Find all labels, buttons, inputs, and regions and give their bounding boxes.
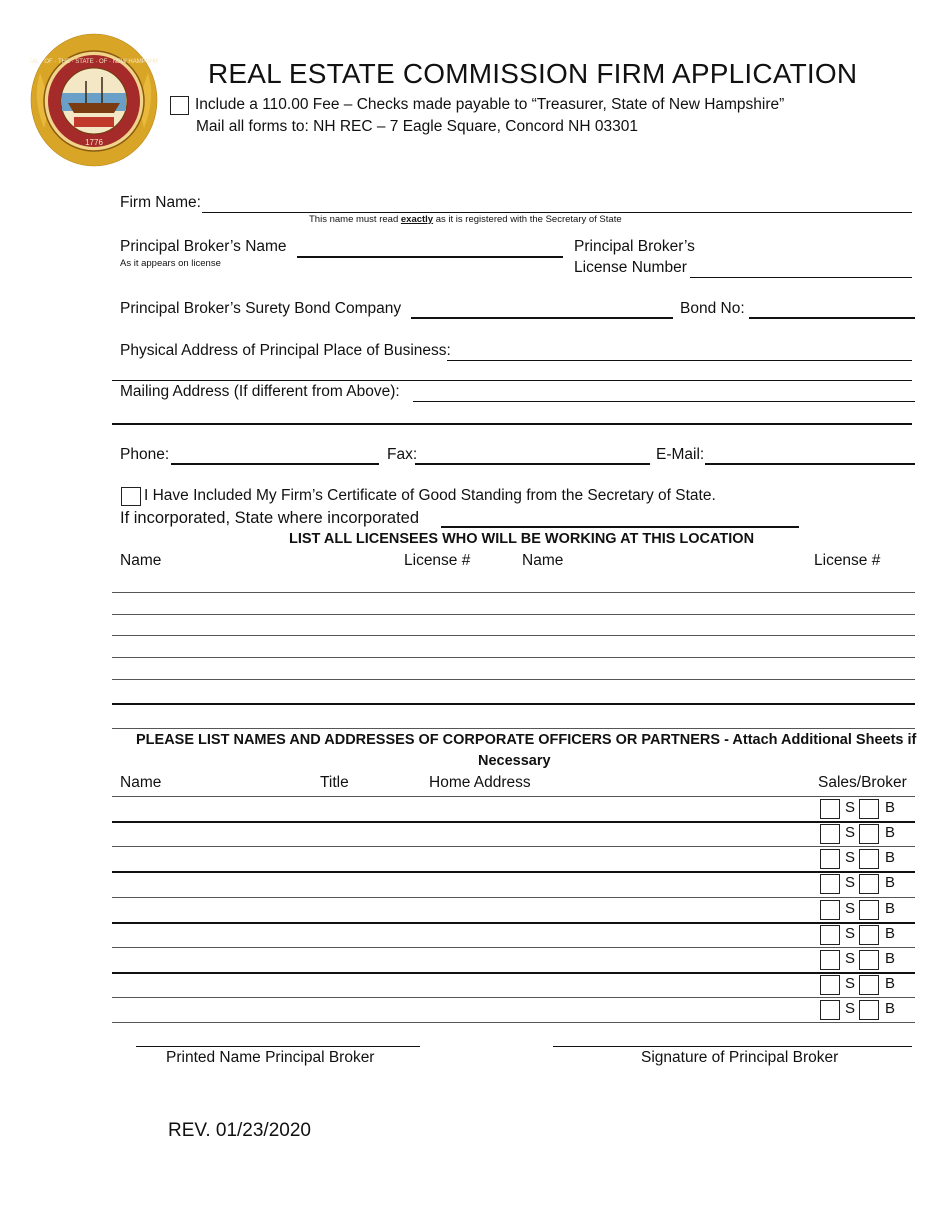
broker-checkbox[interactable] (859, 1000, 879, 1020)
signature-label: Signature of Principal Broker (641, 1049, 839, 1066)
broker-checkbox[interactable] (859, 925, 879, 945)
bond-field[interactable] (749, 317, 915, 319)
section-divider (112, 728, 915, 729)
phone-label: Phone: (120, 446, 170, 463)
sales-broker-choice (818, 873, 914, 895)
seal-text: SEAL · OF · THE · STATE · OF · NEW HAMPSHIRE (30, 59, 158, 65)
sales-checkbox[interactable] (820, 1000, 840, 1020)
firm-name-note-pre: This name must read (309, 214, 401, 225)
signature-field[interactable] (553, 1046, 912, 1047)
officers-col-address: Home Address (429, 774, 531, 791)
good-standing-checkbox[interactable] (121, 487, 141, 506)
officer-row[interactable] (112, 1022, 915, 1023)
physical-address-label: Physical Address of Principal Place of Business: (120, 342, 451, 359)
sales-broker-choice (818, 899, 914, 921)
broker-checkbox[interactable] (859, 849, 879, 869)
sales-label: S (845, 975, 856, 992)
physical-address-field-2[interactable] (112, 380, 912, 381)
broker-name-label: Principal Broker’s Name (120, 238, 287, 255)
sales-checkbox[interactable] (820, 900, 840, 920)
sales-broker-choice (818, 924, 914, 946)
licensee-row[interactable] (112, 592, 915, 593)
sales-checkbox[interactable] (820, 824, 840, 844)
fee-line: Include a 110.00 Fee – Checks made payable to “Treasurer, State of New Hampshire” (195, 96, 785, 113)
printed-name-label: Printed Name Principal Broker (166, 1049, 375, 1066)
incorporated-label: If incorporated, State where incorporated (120, 509, 420, 527)
state-seal (30, 33, 158, 167)
officer-row[interactable] (112, 846, 915, 847)
broker-checkbox[interactable] (859, 824, 879, 844)
licensees-col-name-2: Name (522, 552, 564, 569)
mail-line: Mail all forms to: NH REC – 7 Eagle Square, Concord NH 03301 (196, 118, 638, 135)
officer-row[interactable] (112, 997, 915, 998)
sales-label: S (845, 874, 856, 891)
email-label: E-Mail: (656, 446, 705, 463)
revision-date: REV. 01/23/2020 (168, 1120, 311, 1141)
licensees-heading: LIST ALL LICENSEES WHO WILL BE WORKING AT THIS LOCATION (289, 531, 755, 547)
sales-checkbox[interactable] (820, 874, 840, 894)
firm-name-note (309, 214, 622, 225)
mailing-address-field-2[interactable] (112, 423, 912, 425)
sales-checkbox[interactable] (820, 975, 840, 995)
surety-field[interactable] (411, 317, 673, 319)
licensee-row[interactable] (112, 679, 915, 680)
bond-label: Bond No: (680, 300, 745, 317)
officers-col-name: Name (120, 774, 162, 791)
licensees-col-license-1: License # (404, 552, 471, 569)
sales-label: S (845, 824, 856, 841)
officer-row[interactable] (112, 972, 915, 974)
sales-checkbox[interactable] (820, 950, 840, 970)
good-standing-label: I Have Included My Firm’s Certificate of Good Standing from the Secretary of State. (144, 487, 716, 504)
officer-row[interactable] (112, 897, 915, 898)
firm-name-note-emphasis: exactly (400, 214, 434, 225)
officers-col-title: Title (320, 774, 349, 791)
officers-heading-1: PLEASE LIST NAMES AND ADDRESSES OF CORPORATE OFFICERS OR PARTNERS - Attach Additional Sheets if (136, 732, 917, 748)
printed-name-field[interactable] (136, 1046, 420, 1047)
broker-license-label-1: Principal Broker’s (574, 238, 695, 255)
sales-checkbox[interactable] (820, 925, 840, 945)
broker-name-sublabel: As it appears on license (120, 258, 221, 269)
sales-label: S (845, 799, 856, 816)
officer-row[interactable] (112, 947, 915, 948)
email-field[interactable] (705, 463, 915, 465)
broker-label: B (885, 1000, 896, 1017)
licensee-row[interactable] (112, 614, 915, 615)
broker-label: B (885, 950, 896, 967)
fax-field[interactable] (415, 463, 650, 465)
licensee-row[interactable] (112, 703, 915, 705)
page-title: REAL ESTATE COMMISSION FIRM APPLICATION (208, 58, 858, 89)
sales-checkbox[interactable] (820, 799, 840, 819)
physical-address-field[interactable] (447, 360, 912, 361)
officer-row[interactable] (112, 796, 915, 797)
broker-label: B (885, 824, 896, 841)
officer-row[interactable] (112, 871, 915, 873)
firm-name-label: Firm Name: (120, 194, 201, 211)
broker-checkbox[interactable] (859, 874, 879, 894)
incorporated-field[interactable] (441, 526, 799, 528)
firm-name-note-post: as it is registered with the Secretary of State (433, 214, 622, 225)
broker-checkbox[interactable] (859, 950, 879, 970)
sales-label: S (845, 1000, 856, 1017)
broker-license-label-2: License Number (574, 259, 687, 276)
broker-checkbox[interactable] (859, 900, 879, 920)
broker-license-field[interactable] (690, 277, 912, 278)
broker-label: B (885, 799, 896, 816)
broker-label: B (885, 900, 896, 917)
broker-checkbox[interactable] (859, 799, 879, 819)
broker-checkbox[interactable] (859, 975, 879, 995)
mailing-address-field[interactable] (413, 401, 915, 402)
fee-checkbox[interactable] (170, 96, 189, 115)
sales-label: S (845, 950, 856, 967)
firm-name-field[interactable] (202, 212, 912, 213)
sales-label: S (845, 925, 856, 942)
officers-col-sales-broker: Sales/Broker (818, 774, 907, 791)
broker-label: B (885, 975, 896, 992)
licensees-col-name-1: Name (120, 552, 162, 569)
mailing-address-label: Mailing Address (If different from Above): (120, 383, 400, 400)
officer-row[interactable] (112, 922, 915, 924)
sales-broker-choice (818, 949, 914, 971)
phone-field[interactable] (171, 463, 379, 465)
licensee-row[interactable] (112, 657, 915, 658)
officers-heading-2: Necessary (478, 753, 551, 769)
sales-broker-choice (818, 798, 914, 820)
seal-year: 1776 (85, 138, 103, 147)
licensee-row[interactable] (112, 635, 915, 636)
surety-label: Principal Broker’s Surety Bond Company (120, 300, 402, 317)
sales-broker-choice (818, 999, 914, 1021)
sales-broker-choice (818, 974, 914, 996)
fax-label: Fax: (387, 446, 418, 463)
broker-label: B (885, 874, 896, 891)
sales-checkbox[interactable] (820, 849, 840, 869)
sales-broker-choice (818, 848, 914, 870)
licensees-col-license-2: License # (814, 552, 881, 569)
sales-label: S (845, 849, 856, 866)
sales-label: S (845, 900, 856, 917)
officer-row[interactable] (112, 821, 915, 823)
broker-label: B (885, 925, 896, 942)
broker-name-field[interactable] (297, 256, 563, 258)
broker-label: B (885, 849, 896, 866)
sales-broker-choice (818, 823, 914, 845)
